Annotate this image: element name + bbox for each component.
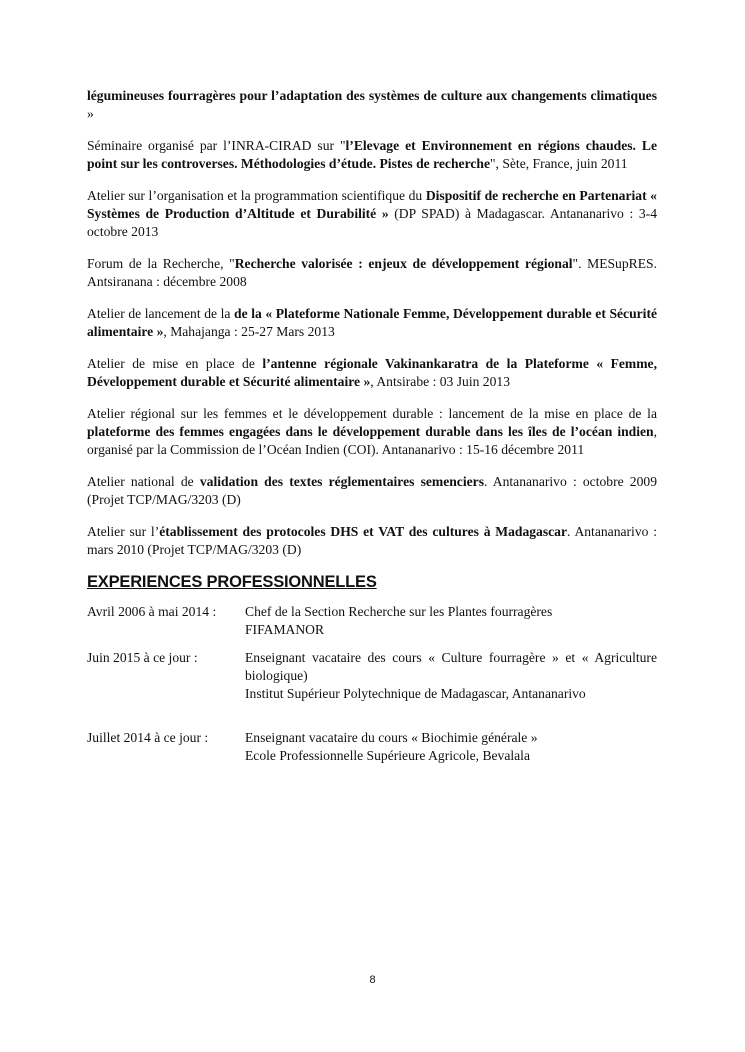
text: , organisé par la Commission de l’Océan Indien (COI). Antananarivo : 15-16 décembre 2011: [87, 424, 657, 457]
experience-row: [87, 603, 657, 639]
bold-text: Dispositif de recherche en Partenariat « Systèmes de Production d’Altitude et Durabilité »: [87, 188, 657, 221]
text: Atelier sur l’: [87, 524, 160, 539]
seminar-paragraph: [87, 187, 657, 241]
bold-text: validation des textes réglementaires semenciers: [199, 474, 484, 489]
bold-text: de la « Plateforme Nationale Femme, Développement durable et Sécurité alimentaire »: [87, 306, 658, 339]
experience-description: [245, 649, 657, 703]
experience-line: Enseignant vacataire du cours « Biochimie générale »: [245, 730, 538, 745]
experience-description: [245, 729, 657, 765]
experience-line: Ecole Professionnelle Supérieure Agricole, Bevalala: [245, 748, 530, 763]
text: . Antananarivo : octobre 2009 (Projet TCP/MAG/3203 (D): [87, 474, 657, 507]
bold-text: plateforme des femmes engagées dans le développement durable dans les îles de l’océan indien: [87, 424, 654, 439]
seminar-paragraph: [87, 473, 657, 509]
text: ". MESupRES. Antsiranana : décembre 2008: [87, 256, 657, 289]
seminar-paragraph: [87, 137, 657, 173]
text: Forum de la Recherche, ": [87, 256, 235, 271]
text: ", Sète, France, juin 2011: [489, 156, 628, 171]
seminar-list: [87, 87, 657, 559]
experience-line: Chef de la Section Recherche sur les Plantes fourragères: [245, 604, 553, 619]
text: . Antananarivo : mars 2010 (Projet TCP/MAG/3203 (D): [87, 524, 657, 557]
seminar-paragraph: [87, 87, 657, 123]
experience-description: [245, 603, 657, 639]
bold-text: l’antenne régionale Vakinankaratra de la Plateforme « Femme, Développement durable et Sécurité alimentaire »: [87, 356, 657, 389]
text: Atelier régional sur les femmes et le développement durable : lancement de la mise en place de la: [87, 406, 657, 421]
text: Atelier de mise en place de: [87, 356, 263, 371]
seminar-paragraph: [87, 355, 657, 391]
experience-row: [87, 649, 657, 703]
text: , Mahajanga : 25-27 Mars 2013: [163, 324, 335, 339]
seminar-paragraph: [87, 523, 657, 559]
section-heading: EXPERIENCES PROFESSIONNELLES: [87, 573, 377, 591]
bold-text: légumineuses fourragères pour l’adaptation des systèmes de culture aux changements climatiques: [87, 88, 657, 103]
seminar-paragraph: [87, 305, 657, 341]
seminar-paragraph: [87, 405, 657, 459]
experience-period: Avril 2006 à mai 2014 :: [87, 604, 217, 619]
seminar-paragraph: [87, 255, 657, 291]
bold-text: l’Elevage et Environnement en régions chaudes. Le point sur les controverses. Méthodologies d’étude. Pistes de recherche: [87, 138, 657, 171]
experience-line: FIFAMANOR: [245, 622, 325, 637]
bold-text: Recherche valorisée : enjeux de développement régional: [234, 256, 573, 271]
document-page: [87, 87, 657, 775]
text: , Antsirabe : 03 Juin 2013: [370, 374, 510, 389]
experience-line: Enseignant vacataire des cours « Culture fourragère » et « Agriculture biologique): [245, 650, 657, 683]
text: »: [87, 106, 94, 121]
experience-row: [87, 729, 657, 765]
text: Atelier de lancement de la: [87, 306, 235, 321]
text: Séminaire organisé par l’INRA-CIRAD sur ": [87, 138, 346, 153]
experience-list: [87, 603, 657, 765]
text: Atelier national de: [87, 474, 200, 489]
experience-period: Juin 2015 à ce jour :: [87, 650, 198, 665]
experience-period: Juillet 2014 à ce jour :: [87, 730, 209, 745]
text: (DP SPAD) à Madagascar. Antananarivo : 3-4 octobre 2013: [87, 206, 657, 239]
text: Atelier sur l’organisation et la programmation scientifique du: [87, 188, 426, 203]
page-number: 8: [369, 974, 376, 986]
bold-text: établissement des protocoles DHS et VAT des cultures à Madagascar: [159, 524, 568, 539]
experience-line: Institut Supérieur Polytechnique de Madagascar, Antananarivo: [245, 686, 586, 701]
